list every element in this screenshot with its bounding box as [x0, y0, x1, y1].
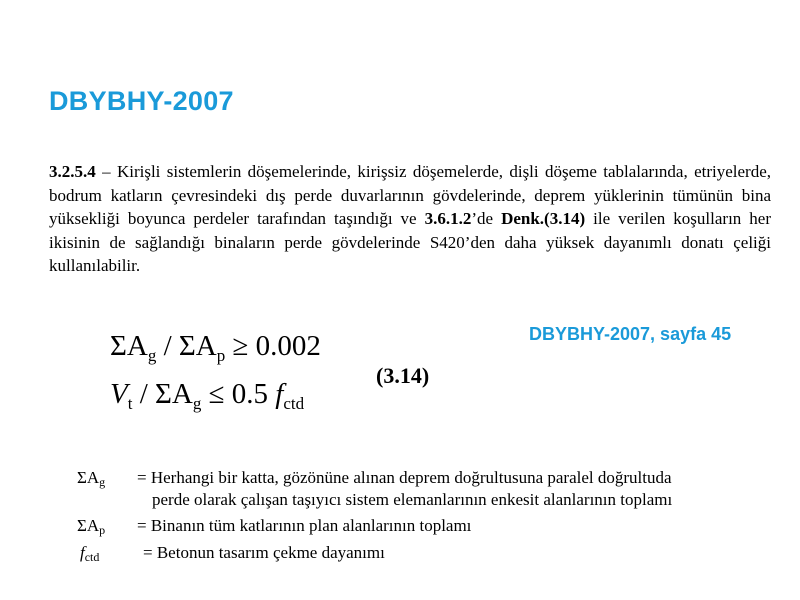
section-reference: 3.6.1.2 — [424, 209, 472, 228]
eq2-shear: V — [110, 378, 128, 410]
eq1-divider: / ΣA — [156, 330, 217, 362]
equation-number: (3.14) — [376, 363, 430, 388]
definition-symbol-ag — [77, 468, 105, 490]
source-reference: DBYBHY-2007, sayfa 45 — [529, 324, 732, 344]
definition-symbol-ap — [77, 516, 105, 538]
section-text-3: ile verilen koşulların her ikisinin de sağlandığı binaların perde gövdelerinde S420’den daha yüksek dayanımlı donatı çeliği kullanılabilir. — [49, 209, 772, 275]
symbol-main: f — [80, 543, 85, 562]
equation-reference: Denk.(3.14) — [501, 209, 586, 228]
eq1-relation: ≥ 0.002 — [225, 330, 321, 362]
page-title: DBYBHY-2007 — [49, 86, 234, 116]
eq1-sub-g: g — [147, 346, 157, 365]
eq2-sub-g: g — [192, 394, 202, 413]
equation-2 — [110, 378, 304, 414]
symbol-sub: p — [99, 523, 106, 537]
definition-ap-line1: = Binanın tüm katlarının plan alanlarının toplamı — [137, 516, 472, 535]
definition-fctd-line1: = Betonun tasarım çekme dayanımı — [143, 543, 385, 562]
symbol-sub: g — [99, 475, 106, 489]
eq2-f: f — [275, 378, 284, 410]
definition-ag-line1: = Herhangi bir katta, gözönüne alınan deprem doğrultusuna paralel doğrultuda — [137, 468, 672, 487]
section-number: 3.2.5.4 — [49, 162, 96, 181]
section-text-2: ’de — [471, 209, 502, 228]
eq1-sub-p: p — [216, 346, 226, 365]
eq2-relation: ≤ 0.5 — [201, 378, 276, 410]
section-paragraph — [49, 160, 771, 278]
symbol-sub: ctd — [84, 550, 100, 564]
eq2-sub-t: t — [127, 394, 133, 413]
symbol-main: ΣA — [77, 516, 100, 535]
eq2-sub-ctd: ctd — [283, 394, 305, 413]
equation-1 — [110, 330, 321, 366]
definition-symbol-fctd — [80, 543, 99, 565]
eq2-divider: / ΣA — [132, 378, 193, 410]
definition-ag-line2: perde olarak çalışan taşıyıcı sistem elemanlarının enkesit alanlarının toplamı — [152, 490, 673, 509]
symbol-main: ΣA — [77, 468, 100, 487]
section-text-1: – Kirişli sistemlerin döşemelerinde, kirişsiz döşemelerde, dişli döşeme tablalarında, etriyelerde, bodrum katların çevresindeki dış perde duvarlarının gövdelerinde, deprem yüklerinin tümünün bina yüksekliği boyunca perdeler tarafından taşındığı ve — [49, 162, 771, 228]
eq1-sum-area: ΣA — [110, 330, 148, 362]
